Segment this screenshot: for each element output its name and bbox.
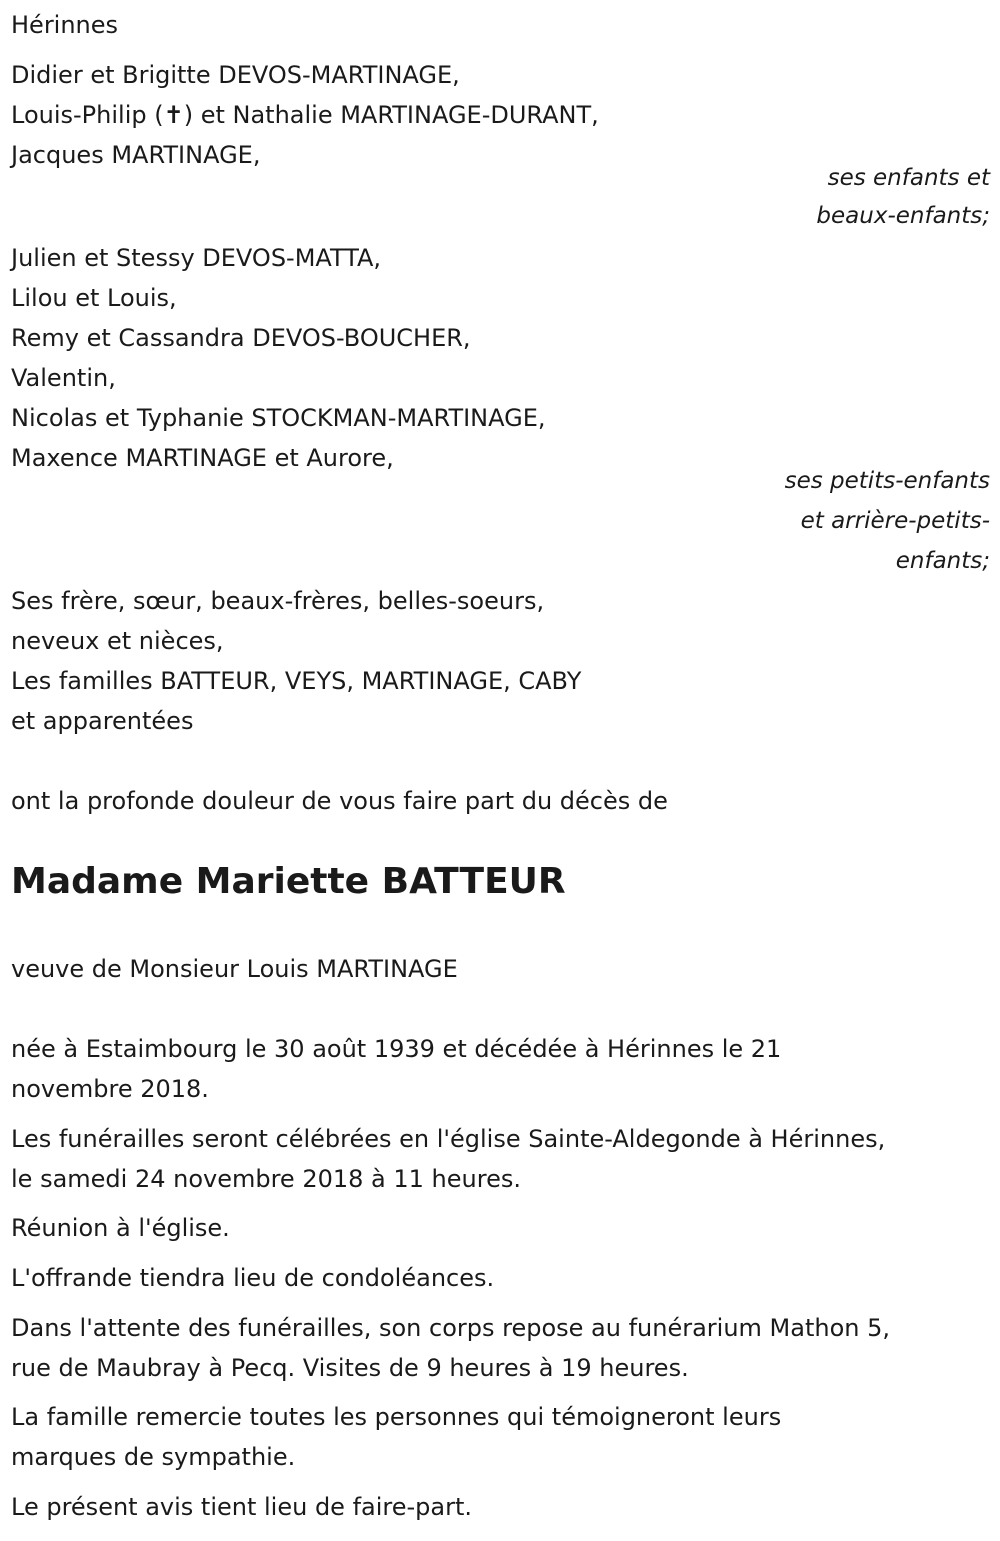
children-line: Didier et Brigitte DEVOS-MARTINAGE, xyxy=(11,61,460,89)
detail-line: Dans l'attente des funérailles, son corps repose au funérarium Mathon 5, xyxy=(11,1314,891,1342)
detail-line: rue de Maubray à Pecq. Visites de 9 heures à 19 heures. xyxy=(11,1354,689,1382)
detail-line: Réunion à l'église. xyxy=(11,1214,230,1242)
grandchildren-line: Julien et Stessy DEVOS-MATTA, xyxy=(11,244,382,272)
location: Hérinnes xyxy=(11,11,119,39)
family-line: Les familles BATTEUR, VEYS, MARTINAGE, CABY xyxy=(11,667,582,695)
grandchildren-role: ses petits-enfants xyxy=(784,468,990,494)
grandchildren-line: Nicolas et Typhanie STOCKMAN-MARTINAGE, xyxy=(11,404,546,432)
family-line: Ses frère, sœur, beaux-frères, belles-soeurs, xyxy=(11,587,545,615)
detail-line: née à Estaimbourg le 30 août 1939 et décédée à Hérinnes le 21 xyxy=(11,1035,782,1063)
grandchildren-role: enfants; xyxy=(895,548,990,574)
detail-line: Les funérailles seront célébrées en l'église Sainte-Aldegonde à Hérinnes, xyxy=(11,1125,886,1153)
grandchildren-line: Lilou et Louis, xyxy=(11,284,177,312)
detail-line: le samedi 24 novembre 2018 à 11 heures. xyxy=(11,1165,521,1193)
grandchildren-line: Remy et Cassandra DEVOS-BOUCHER, xyxy=(11,324,471,352)
detail-line: Le présent avis tient lieu de faire-part. xyxy=(11,1493,473,1521)
children-line: Louis-Philip (✝) et Nathalie MARTINAGE-DURANT, xyxy=(11,101,599,129)
grandchildren-line: Maxence MARTINAGE et Aurore, xyxy=(11,444,394,472)
detail-line: novembre 2018. xyxy=(11,1075,209,1103)
children-role: ses enfants et xyxy=(827,165,990,191)
widow-of: veuve de Monsieur Louis MARTINAGE xyxy=(11,955,458,983)
detail-line: L'offrande tiendra lieu de condoléances. xyxy=(11,1264,495,1292)
grandchildren-line: Valentin, xyxy=(11,364,116,392)
children-role: beaux-enfants; xyxy=(816,203,990,229)
announcement: ont la profonde douleur de vous faire part du décès de xyxy=(11,787,668,815)
children-line: Jacques MARTINAGE, xyxy=(11,141,261,169)
grandchildren-role: et arrière-petits- xyxy=(800,508,990,534)
family-line: et apparentées xyxy=(11,707,194,735)
detail-line: La famille remercie toutes les personnes qui témoigneront leurs xyxy=(11,1403,782,1431)
detail-line: marques de sympathie. xyxy=(11,1443,296,1471)
deceased-name: Madame Mariette BATTEUR xyxy=(11,861,566,902)
family-line: neveux et nièces, xyxy=(11,627,224,655)
